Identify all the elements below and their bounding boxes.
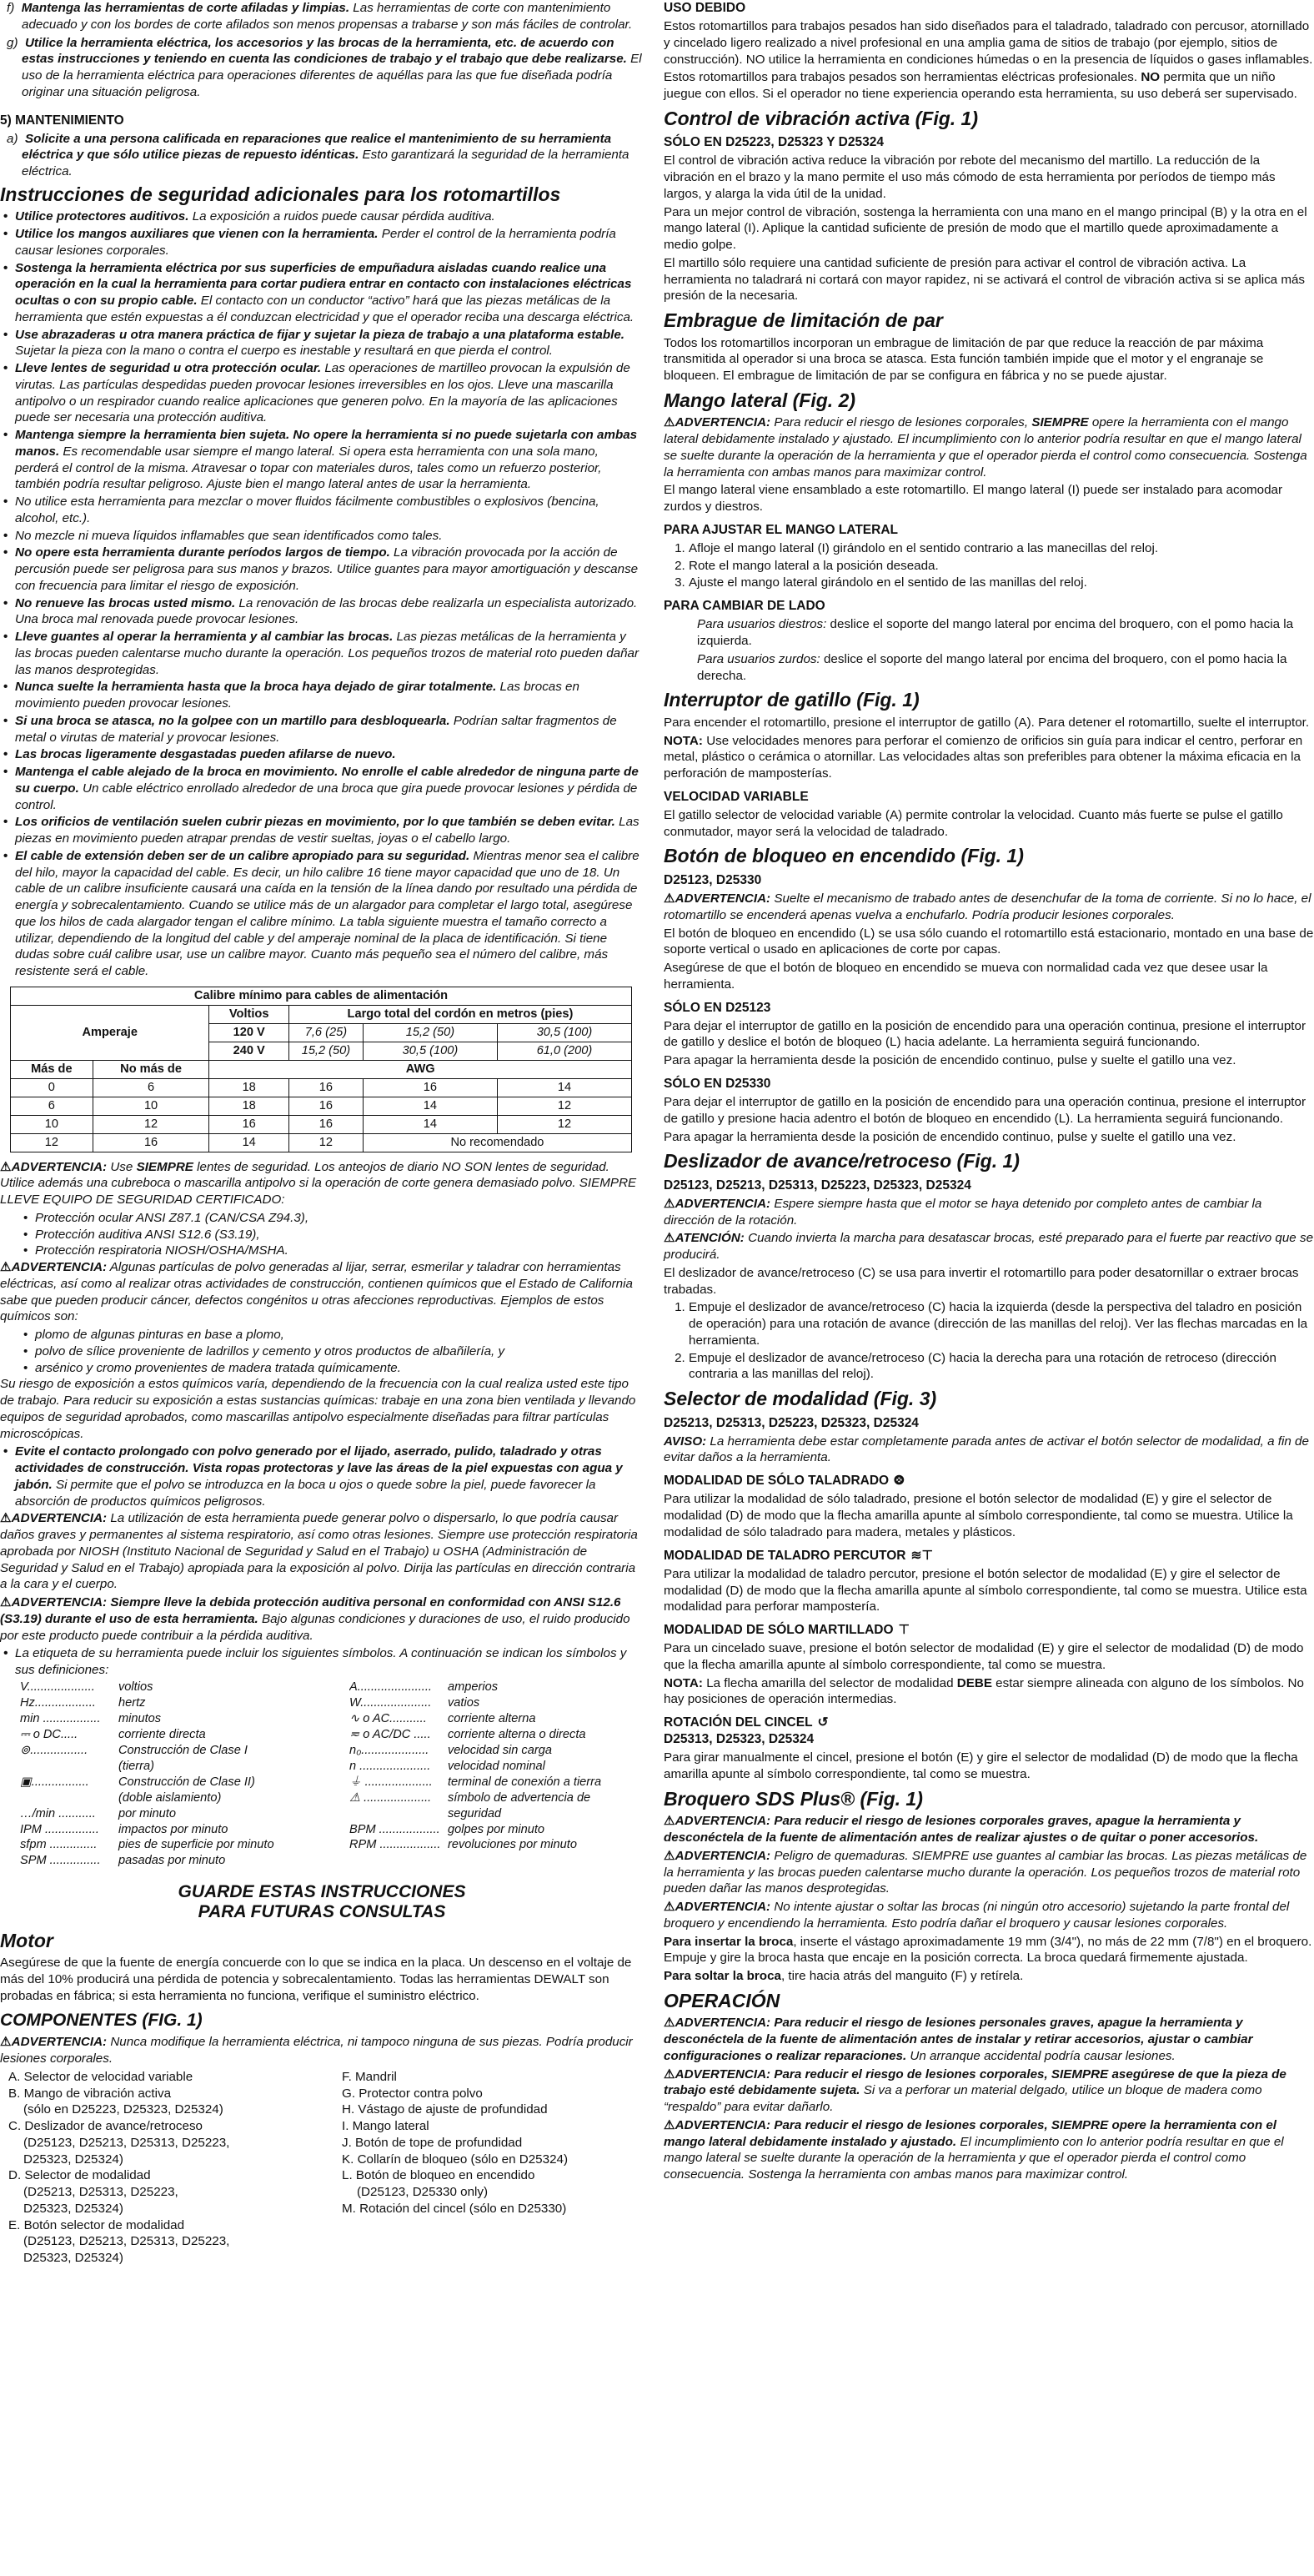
list-item: • Mantenga el cable alejado de la broca en movimiento. No enrolle el cable alrededor de ninguna parte de su cuerpo. Un cable eléctrico enrollado alrededor de una broca que gira puede provocar lesiones y pérdida de control. [15,764,644,813]
maintenance-title: 5) MANTENIMIENTO [0,113,124,128]
list-item: 2. Rote el mango lateral a la posición deseada. [689,558,1314,575]
list-item: M. Rotación del cincel (sólo en D25330) [342,2201,567,2216]
warning-icon: ⚠ [0,1159,12,1174]
list-item: D25323, D25324) [23,2152,123,2167]
list-item: (D25123, D25213, D25313, D25223, [23,2234,230,2249]
warning-hearing: ⚠ADVERTENCIA: Siempre lleve la debida protección auditiva personal en conformidad con ANSI S12.6 (S3.19) durante el uso de esta herramienta. Bajo algunas condiciones y duraciones de uso, el ruido producido por este producto puede contribuir a la pérdida auditiva. [0,1595,630,1643]
clutch-title: Embrague de limitación de par [664,309,943,332]
list-item: • Utilice los mangos auxiliares que vienen con la herramienta. Perder el control de la herramienta podría causar lesiones corporales. [15,226,644,259]
list-item: • Nunca suelte la herramienta hasta que la broca haya dejado de girar totalmente. Las brocas en movimiento pueden provocar lesiones. [15,679,644,712]
list-item: L. Botón de bloqueo en encendido [342,2168,535,2183]
list-item: D. Selector de modalidad [8,2168,151,2183]
list-item: 3. Ajuste el mango lateral girándolo en el sentido de las manillas del reloj. [689,575,1314,591]
item-g: g) Utilice la herramienta eléctrica, los accesorios y las brocas de la herramienta, etc. de acuerdo con estas instrucciones y teniendo en cuenta las condiciones de trabajo y el trabajo que debe realizarse. El uso de la herramienta eléctrica para operaciones diferentes de aquéllas para las que fue diseñada podría originar una situación peligrosa. [7,35,642,99]
list-item: • Si una broca se atasca, no la golpee con un martillo para desbloquearla. Podrían saltar fragmentos de metal o virutas de material y provocar lesiones. [15,713,644,746]
chemicals-list [0,1327,644,1376]
maintenance-item: a) Solicite a una persona calificada en reparaciones que realice el mantenimiento de su herramienta eléctrica y que sólo utilice piezas de repuesto idénticas. Esto garantizará la seguridad de la herramienta eléctrica. [7,131,629,179]
sds-warning-2: ⚠ADVERTENCIA: Peligro de quemaduras. SIEMPRE use guantes al cambiar las brocas. Las piezas metálicas de la herramienta y las brocas pueden calentarse mucho durante la operación. Los pequeños trozos de material roto pueden dañar las manos desprotegidas. [664,1848,1307,1896]
mode-drill-title: MODALIDAD DE SÓLO TALADRADO ⨷ [664,1473,1314,1489]
adjust-steps [664,540,1314,591]
warning-respiratory: ⚠ADVERTENCIA: La utilización de esta herramienta puede generar polvo o dispersarlo, lo que podría causar daños graves y permanentes al sistema respiratorio, así como otras lesiones. Siempre use protección respiratoria aprobada por NIOSH (Instituto Nacional de Seguridad y Salud en el Trabajo) u OSHA (Administración de Seguridad y Salud en el Trabajo) apropiada para la exposición al polvo. Dirija las partículas en dirección contraria a la cara y el cuerpo. [0,1511,638,1592]
warning-icon: ⚠ [0,1595,12,1610]
table-amperaje: Amperaje [11,1005,209,1060]
table-voltios: Voltios [209,1005,288,1023]
list-item: • Protección respiratoria NIOSH/OSHA/MSHA. [35,1243,644,1259]
list-item: A. Selector de velocidad variable [8,2069,193,2084]
operation-warning-3: ⚠ADVERTENCIA: Para reducir el riesgo de lesiones corporales, SIEMPRE opere la herramienta con el mango lateral debidamente instalado y ajustado. El incumplimiento con lo anterior podría resultar en que el mango lateral se suelte durante la operación de la herramienta y que el operador pierda el control como consecuencia. Sostenga la herramienta con ambas manos para maximizar control. [664,2117,1284,2182]
safety-bullets [0,208,644,980]
list-item: • Las brocas ligeramente desgastadas pueden afilarse de nuevo. [15,746,644,763]
lock-on-warning: ⚠ADVERTENCIA: Suelte el mecanismo de trabado antes de desenchufar de la toma de corriente. Si no lo hace, el rotomartillo se encenderá apenas vuelva a enchufarlo. Podría producir lesiones corporales. [664,891,1311,922]
list-item: D25323, D25324) [23,2251,123,2266]
list-item: • No renueve las brocas usted mismo. La renovación de las brocas debe realizarla un especialista autorizado. Una broca mal renovada puede provocar lesiones. [15,595,644,629]
list-item: • La etiqueta de su herramienta puede incluir los siguientes símbolos. A continuación se indican los símbolos y sus definiciones: [15,1645,644,1679]
list-item: • Lleve lentes de seguridad u otra protección ocular. Las operaciones de martilleo provocan la expulsión de virutas. Las partículas despedidas pueden provocar lesiones irreversibles en los ojos. Lleve una mascarilla antipolvo o un respirador cuando realice aplicaciones que generen polvo. En la mayoría de las aplicaciones puede ser necesaria una protección auditiva. [15,360,644,426]
warning-icon: ⚠ [664,1814,675,1829]
list-item: E. Botón selector de modalidad [8,2217,185,2232]
list-item: H. Vástago de ajuste de profundidad [342,2102,548,2117]
lock-on-title: Botón de bloqueo en encendido (Fig. 1) [664,845,1024,867]
components-title: COMPONENTES (FIG. 1) [0,2011,203,2031]
label-bullet [0,1645,644,1679]
forward-warning: ⚠ADVERTENCIA: Espere siempre hasta que el motor se haya detenido por completo antes de cambiar la dirección de la rotación. [664,1196,1262,1228]
table-row: 12 16 14 12 No recomendado [11,1133,632,1152]
drill-bit-icon: ⨷ [894,1474,905,1489]
list-item: (sólo en D25223, D25323, D25324) [23,2102,223,2117]
list-item: • No utilice esta herramienta para mezclar o mover fluidos fácilmente combustibles o explosivos (bencina, alcohol, etc.). [15,494,644,527]
list-item: • Use abrazaderas u otra manera práctica de fijar y sujetar la pieza de trabajo a una plataforma estable. Sujetar la pieza con la mano o contra el cuerpo es inestable y resultará en que pierda el control. [15,327,644,360]
hammer-drill-icon: ≋⊤ [910,1548,933,1563]
list-item: (D25213, D25313, D25223, [23,2185,178,2200]
list-item: • polvo de sílice proveniente de ladrillos y cemento y otros productos de albañilería, y [35,1343,644,1360]
table-row: 6 10 18 16 14 12 [11,1097,632,1115]
list-item: K. Collarín de bloqueo (sólo en D25324) [342,2152,569,2167]
mode-notice: AVISO: La herramienta debe estar completamente parada antes de activar el botón selector de modalidad, a fin de evitar daños a la herramienta. [664,1434,1309,1465]
list-item: G. Protector contra polvo [342,2086,483,2101]
warning-icon: ⚠ [664,1231,675,1246]
list-item: • arsénico y cromo provenientes de madera tratada químicamente. [35,1360,644,1377]
list-item: • Protección ocular ANSI Z87.1 (CAN/CSA Z94.3), [35,1210,644,1227]
warning-glasses: ⚠ADVERTENCIA: Use SIEMPRE lentes de seguridad. Los anteojos de diario NO SON lentes de seguridad. Utilice además una cubreboca o mascarilla antipolvo si la operación de corte genera demasiado polvo. SIEMPRE LLEVE EQUIPO DE SEGURIDAD CERTIFICADO: [0,1159,637,1208]
risk-text: Su riesgo de exposición a estos químicos varía, dependiendo de la frecuencia con la cual realiza usted este tipo de trabajo. Para reducir su exposición a estas sustancias químicas: trabaje en una zona bien ventilada y llevando equipos de seguridad aprobados, como mascarillas antipolvo especialmente diseñadas para filtrar partículas microscópicas. [0,1377,636,1441]
adjust-title: PARA AJUSTAR EL MANGO LATERAL [664,522,899,537]
list-item: • No opere esta herramienta durante períodos largos de tiempo. La vibración provocada por la acción de percusión puede ser peligrosa para sus manos y brazos. Utilice guantes para mayor amortiguación y descanse con frecuencia para limitar el riesgo de exposición. [15,545,644,594]
side-handle-warning: ⚠ADVERTENCIA: Para reducir el riesgo de lesiones corporales, SIEMPRE opere la herramienta con el mango lateral debidamente instalado y ajustado. El incumplimiento con lo anterior podría resultar en que el mango lateral se suelte durante la operación de la herramienta y que el operador pierda el control como consecuencia. Sostenga la herramienta con ambas manos para maximizar control. [664,415,1307,480]
item-f: f) Mantenga las herramientas de corte afiladas y limpias. Las herramientas de corte con mantenimiento adecuado y con los bordes de corte afilados son menos propensas a trabarse y son más fáciles de controlar. [7,1,633,32]
vibration-title: Control de vibración activa (Fig. 1) [664,107,979,129]
list-item: • Mantenga siempre la herramienta bien sujeta. No opere la herramienta si no puede sujetarla con ambas manos. Es recomendable usar siempre el mango lateral. Si opera esta herramienta con una sola mano, perderá el control de la misma. Atravesar o topar con materiales duros, tales como un refuerzo posterior, también podría resultar peligroso. Ajuste bien el mango lateral antes de usar la herramienta. [15,427,644,493]
list-item: (D25123, D25330 only) [357,2185,489,2200]
table-row: 10 12 16 16 14 12 [11,1115,632,1133]
list-item: B. Mango de vibración activa [8,2086,172,2101]
sds-warning-3: ⚠ADVERTENCIA: No intente ajustar o soltar las brocas (ni ningún otro accesorio) sujetando la parte frontal del broquero y encendiendo la herramienta. Esto podría dañar el broquero y causar lesiones corporales. [664,1900,1290,1931]
warning-glasses-list [0,1210,644,1259]
list-item: • Los orificios de ventilación suelen cubrir piezas en movimiento, por lo que también se deben evitar. Las piezas en movimiento pueden atrapar prendas de vestir sueltas, joyas o el cabello largo. [15,814,644,847]
operation-warning-2: ⚠ADVERTENCIA: Para reducir el riesgo de lesiones corporales, SIEMPRE asegúrese de que la pieza de trabajo esté debidamente sujeta. Si va a perforar un material delgado, utilice un bloque de madera como “respaldo” para evitar dañarlo. [664,2066,1286,2115]
symbol-definitions [0,1680,644,1870]
operation-title: OPERACIÓN [664,1989,780,2011]
warning-icon: ⚠ [0,1260,12,1275]
uso-title: USO DEBIDO [664,1,746,15]
components-warning: ⚠ADVERTENCIA: Nunca modifique la herramienta eléctrica, ni tampoco ninguna de sus piezas. Podría producir lesiones corporales. [0,2035,633,2066]
table-row: 0 6 18 16 16 14 [11,1078,632,1097]
warning-icon: ⚠ [664,2066,675,2081]
chisel-rotation-title: ROTACIÓN DEL CINCEL ↺ [664,1715,1314,1731]
list-item: I. Mango lateral [342,2119,429,2134]
warning-icon: ⚠ [0,1511,12,1526]
table-240v: 240 V [209,1042,288,1060]
mode-hammer-drill-title: MODALIDAD DE TALADRO PERCUTOR ≋⊤ [664,1548,1314,1564]
table-120v: 120 V [209,1023,288,1042]
variable-speed-title: VELOCIDAD VARIABLE [664,789,809,804]
table-largo: Largo total del cordón en metros (pies) [288,1005,631,1023]
vibration-models: SÓLO EN D25223, D25323 Y D25324 [664,135,884,150]
hammer-icon: ⊤ [898,1623,910,1637]
uso-p2: Estos rotomartillos para trabajos pesados son herramientas eléctricas profesionales. NO permita que un niño juegue con ellos. Si el operador no tiene experiencia operando esta herramienta, su uso deberá ser supervisado. [664,70,1297,102]
list-item: D25323, D25324) [23,2201,123,2216]
change-title: PARA CAMBIAR DE LADO [664,599,825,614]
list-item: 1. Afloje el mango lateral (I) girándolo en el sentido contrario a las manecillas del reloj. [689,540,1314,557]
mode-selector-title: Selector de modalidad (Fig. 3) [664,1388,937,1410]
list-item: (D25123, D25213, D25313, D25223, [23,2135,230,2150]
sds-warning-1: ⚠ADVERTENCIA: Para reducir el riesgo de lesiones corporales graves, apague la herramienta y desconéctela de la fuente de alimentación antes de realizar ajustes o de quitar o poner accesorios. [664,1814,1259,1845]
list-item: 2. Empuje el deslizador de avance/retroceso (C) hacia la derecha para una rotación de retroceso (dirección contraria a las manillas del reloj). [689,1350,1314,1383]
side-handle-title: Mango lateral (Fig. 2) [664,389,856,411]
trigger-title: Interruptor de gatillo (Fig. 1) [664,689,920,711]
symbols-left: V.................... voltios Hz.................. hertz min ................. minutos ⎓ o DC..... corriente directa ⊚................. Construcción de Clase I (tierra) ▣................. Construcción de Clase II) (doble aislamiento) …/min ........... por minuto IPM ................ impactos por minuto sfpm .............. pies de superficie por minuto SPM ............... pasadas por minuto [20,1680,274,1868]
safety-title: Instrucciones de seguridad adicionales para los rotomartillos [0,183,561,205]
forward-steps [664,1299,1314,1383]
list-item: C. Deslizador de avance/retroceso [8,2119,203,2134]
list-item: • El cable de extensión deben ser de un calibre apropiado para su seguridad. Mientras menor sea el calibre del hilo, mayor la capacidad del cable. Es decir, un hilo calibre 16 tiene mayor capacidad que uno de 18. Un cable de un calibre insuficiente causará una caída en la tensión de la línea dando por resultado una pérdida de energía y sobrecalentamiento. Cuando se utilice más de un alargador para completar el largo total, asegúrese que los hilos de cada alargador tengan el calibre mínimo. La tabla siguiente muestra el tamaño correcto a utilizar, dependiendo de la longitud del cable y del amperaje nominal de la placa de identificación. Si tiene dudas sobre cuál calibre usar, use un calibre mayor. Cuanto más pequeño sea el número del calibre, más resistente será el cable. [15,848,644,980]
table-title: Calibre mínimo para cables de alimentación [11,987,632,1005]
warning-icon: ⚠ [0,2035,12,2050]
list-item: F. Mandril [342,2069,397,2084]
mode-hammer-title: MODALIDAD DE SÓLO MARTILLADO ⊤ [664,1622,1314,1639]
symbols-right: A...................... amperios W..................... vatios ∿ o AC........... corriente alterna ≂ o AC/DC ..... corriente alterna o directa n₀.................... velocidad sin carga n ..................... velocidad nominal ⏚ .................... terminal de conexión a tierra ⚠ .................... símbolo de advertencia de seguridad BPM .................. golpes por minuto RPM .................. revoluciones por minuto [349,1680,602,1852]
motor-text: Asegúrese de que la fuente de energía concuerde con lo que se indica en la placa. Un descenso en el voltaje de más del 10% producirá una pérdida de potencia y sobrecalentamiento. Todas las herramientas DEWALT son probadas en fábrica; si esta herramienta no funciona, verifique el suministro eléctrico. [0,1956,632,2003]
warning-icon: ⚠ [664,2016,675,2031]
warning-dust-chemicals: ⚠ADVERTENCIA: Algunas partículas de polvo generadas al lijar, serrar, esmerilar y taladrar con herramientas eléctricas, así como al realizar otras actividades de construcción, contienen químicos que el Estado de California sabe que pueden producir cáncer, defectos congénitos u otras afecciones reproductivas. Ejemplos de estos químicos son: [0,1260,633,1324]
components-list [0,2069,644,2267]
warning-icon: ⚠ [664,2117,675,2132]
forward-reverse-title: Deslizador de avance/retroceso (Fig. 1) [664,1150,1020,1173]
warning-icon: ⚠ [664,1900,675,1915]
uso-p1: Estos rotomartillos para trabajos pesados han sido diseñados para el taladrado, taladrado con percusor, atornillado y cincelado ligero realizado a nivel profesional en una amplia gama de sitios de trabajo (por ejemplo, sitios de construcción). NO utilice la herramienta en condiciones húmedas o en la presencia de líquidos o gases inflamables. [664,19,1313,67]
list-item: • plomo de algunas pinturas en base a plomo, [35,1327,644,1343]
list-item: • Utilice protectores auditivos. La exposición a ruidos puede causar pérdida auditiva. [15,208,644,225]
avoid-contact-bullet [0,1444,644,1509]
list-item: • Evite el contacto prolongado con polvo generado por el lijado, aserrado, pulido, taladrado y otras actividades de construcción. Vista ropas protectoras y lave las áreas de la piel expuestas con agua y jabón. Si permite que el polvo se introduzca en la boca u ojos o quede sobre la piel, puede favorecer la absorción de productos químicos peligrosos. [15,1444,644,1509]
sds-title: Broquero SDS Plus® (Fig. 1) [664,1787,923,1810]
extension-cord-table: Calibre mínimo para cables de alimentación Amperaje Voltios Largo total del cordón en metros (pies) 120 V 7,6 (25) 15,2 (50) 30,5 (100) 240 V 15,2 (50) 30,5 (100) 61,0 (200) Más de No más de AWG 0 6 18 16 16 14 6 10 18 16 14 12 10 12 16 16 14 12 12 16 14 12 No recomendado [10,987,632,1152]
list-item: • No mezcle ni mueva líquidos inflamables que sean identificados como tales. [15,528,644,545]
warning-icon: ⚠ [664,415,675,430]
warning-icon: ⚠ [664,891,675,906]
left-column [0,0,644,2267]
warning-icon: ⚠ [664,1196,675,1211]
list-item: • Protección auditiva ANSI S12.6 (S3.19), [35,1227,644,1243]
rotation-icon: ↺ [817,1715,829,1730]
list-item: • Sostenga la herramienta eléctrica por sus superficies de empuñadura aisladas cuando realice una operación en la cual la herramienta para cortar pudiera entrar en contacto con instalaciones eléctricas ocultas o con su propio cable. El contacto con un conductor “activo” hará que las piezas metálicas de la herramienta que estén expuestas a él conduzcan electricidad y que el operador reciba una descarga eléctrica. [15,260,644,326]
operation-warning-1: ⚠ADVERTENCIA: Para reducir el riesgo de lesiones personales graves, apague la herramienta y desconéctela de la fuente de alimentación antes de instalar y retirar accesorios, ajustar o cambiar configuraciones o realizar reparaciones. Un arranque accidental podría causar lesiones. [664,2016,1253,2063]
warning-icon: ⚠ [664,1848,675,1863]
list-item: • Lleve guantes al operar la herramienta y al cambiar las brocas. Las piezas metálicas de la herramienta y las brocas pueden calentarse mucho durante la operación. Los pequeños trozos de material roto pueden dañar las manos desprotegidas. [15,629,644,678]
keep-instructions: GUARDE ESTAS INSTRUCCIONES PARA FUTURAS CONSULTAS [178,1882,466,1921]
forward-attention: ⚠ATENCIÓN: Cuando invierta la marcha para desatascar brocas, esté preparado para el fuerte par reactivo que se producirá. [664,1231,1314,1263]
motor-title: Motor [0,1929,53,1951]
right-column: USO DEBIDO Estos rotomartillos para trabajos pesados han sido diseñados para el taladrado, taladrado con percusor, atornillado y cincelado ligero realizado a nivel profesional en una amplia gama de sitios de trabajo (por ejemplo, sitios de construcción). NO utilice la herramienta en condiciones húmedas o en la presencia de líquidos o gases inflamables. Estos rotomartillos para trabajos pesados son herramientas eléctricas profesionales. NO permita que un niño juegue con ellos. Si el operador no tiene experiencia operando esta herramienta, su uso deberá ser supervisado. Control de vibración activa (Fig. 1) SÓLO EN D25223, D25323 Y D25324 El control de vibración activa reduce la vibración por rebote del mecanismo del martillo. La reducción de la vibración en el brazo y la mano permite el uso más cómodo de esta herramienta por períodos de tiempo más largos, y alarga la vida útil de la unidad. Para un mejor control de vibración, sostenga la herramienta con una mano en el mango principal (B) y la otra en el mango lateral (I). Aplique la cantidad suficiente de presión de modo que el martillo quede aproximadamente a medio golpe. El martillo sólo requiere una cantidad suficiente de presión para activar el control de vibración activa. La herramienta no taladrará ni cortará con mayor rapidez, ni se activará el control de vibración activa si se aplica más presión de la necesaria. Embrague de limitación de par Todos los rotomartillos incorporan un embrague de limitación de par que reduce la reacción de par máxima transmitida al operador si una broca se atasca. Esta función también impide que el motor y el engranaje se bloqueen. El embrague de limitación de par se configura en fábrica y no se puede ajustar. Mango lateral (Fig. 2) ⚠ADVERTENCIA: Para reducir el riesgo de lesiones corporales, SIEMPRE opere la herramienta con el mango lateral debidamente instalado y ajustado. El incumplimiento con lo anterior podría resultar en que el mango lateral se suelte durante la operación de la herramienta y que el operador pierda el control como consecuencia. Sostenga la herramienta con ambas manos para maximizar control. El mango lateral viene ensamblado a este rotomartillo. El mango lateral (I) puede ser instalado para acomodar zurdos y diestros. PARA AJUSTAR EL MANGO LATERAL 1. Afloje el mango lateral (I) girándolo en el sentido contrario a las manecillas del reloj. 2. Rote el mango lateral a la posición deseada. 3. Ajuste el mango lateral girándolo en el sentido de las manillas del reloj. PARA CAMBIAR DE LADO Para usuarios diestros: deslice el soporte del mango lateral por encima del broquero, con el pomo hacia la izquierda. Para usuarios zurdos: deslice el soporte del mango lateral por encima del broquero, con el pomo hacia la derecha. Interruptor de gatillo (Fig. 1) Para encender el rotomartillo, presione el interruptor de gatillo (A). Para detener el rotomartillo, suelte el interruptor. NOTA: Use velocidades menores para perforar el comienzo de orificios sin guía para indicar el centro, perforar en metal, plástico o cerámica o atornillar. Las velocidades altas son preferibles para obtener la máxima eficacia en la perforación de mamposterías. VELOCIDAD VARIABLE El gatillo selector de velocidad variable (A) permite controlar la velocidad. Cuanto más fuerte se pulse el gatillo conmutador, mayor será la velocidad de taladrado. Botón de bloqueo en encendido (Fig. 1) D25123, D25330 ⚠ADVERTENCIA: Suelte el mecanismo de trabado antes de desenchufar de la toma de corriente. Si no lo hace, el rotomartillo se encenderá apenas vuelva a enchufarlo. Podría producir lesiones corporales. El botón de bloqueo en encendido (L) se usa sólo cuando el rotomartillo está estacionario, montado en una base de soporte vertical o usado en aplicaciones de corte por capas. Asegúrese de que el botón de bloqueo en encendido se mueva con normalidad cada vez que desee usar la herramienta. SÓLO EN D25123 Para dejar el interruptor de gatillo en la posición de encendido para una operación continua, presione el interruptor de gatillo y deslice el botón de bloqueo (L) hacia adelante. La herramienta seguirá funcionando. Para apagar la herramienta desde la posición de encendido continuo, pulse y suelte el gatillo una vez. SÓLO EN D25330 Para dejar el interruptor de gatillo en la posición de encendido para una operación continua, presione el interruptor de gatillo y presione hacia adentro el botón de bloqueo en encendido (L). La herramienta seguirá funcionando. Para apagar la herramienta desde la posición de encendido continuo, pulse y suelte el gatillo una vez. Deslizador de avance/retroceso (Fig. 1) D25123, D25213, D25313, D25223, D25323, D25324 ⚠ADVERTENCIA: Espere siempre hasta que el motor se haya detenido por completo antes de cambiar la dirección de la rotación. ⚠ATENCIÓN: Cuando invierta la marcha para desatascar brocas, esté preparado para el fuerte par reactivo que se producirá. El deslizador de avance/retroceso (C) se usa para invertir el rotomartillo para poder desatornillar o extraer brocas trabadas. 1. Empuje el deslizador de avance/retroceso (C) hacia la izquierda (desde la perspectiva del taladro en posición de operación) para una rotación de avance (dirección de las manillas del reloj). Ver las flechas marcadas en la herramienta. 2. Empuje el deslizador de avance/retroceso (C) hacia la derecha para una rotación de retroceso (dirección contraria a las manillas del reloj). Selector de modalidad (Fig. 3) D25213, D25313, D25223, D25323, D25324 AVISO: La herramienta debe estar completamente parada antes de activar el botón selector de modalidad, a fin de evitar daños a la herramienta. MODALIDAD DE SÓLO TALADRADO ⨷ Para utilizar la modalidad de sólo taladrado, presione el botón selector de modalidad (E) y gire el selector de modalidad (D) de modo que la flecha amarilla apunte al símbolo correspondiente, tal como se muestra. Utilice la modalidad de sólo taladrado para madera, metales y plásticos. MODALIDAD DE TALADRO PERCUTOR ≋⊤ Para utilizar la modalidad de taladro percutor, presione el botón selector de modalidad (E) y gire el selector de modalidad (D) de modo que la flecha amarilla apunte al símbolo correspondiente, tal como se muestra. Utilice esta modalidad para perforar mampostería. MODALIDAD DE SÓLO MARTILLADO ⊤ Para un cincelado suave, presione el botón selector de modalidad (E) y gire el selector de modalidad (D) de modo que la flecha amarilla apunte al símbolo correspondiente, tal como se muestra. NOTA: La flecha amarilla del selector de modalidad DEBE estar siempre alineada con alguno de los símbolos. No hay posiciones de operación intermedias. ROTACIÓN DEL CINCEL ↺ D25313, D25323, D25324 Para girar manualmente el cincel, presione el botón (E) y gire el selector de modalidad (D) de modo que la flecha amarilla apunte al símbolo correspondiente, tal como se muestra. Broquero SDS Plus® (Fig. 1) ⚠ADVERTENCIA: Para reducir el riesgo de lesiones corporales graves, apague la herramienta y desconéctela de la fuente de alimentación antes de realizar ajustes o de quitar o poner accesorios. ⚠ADVERTENCIA: Peligro de quemaduras. SIEMPRE use guantes al cambiar las brocas. Las piezas metálicas de la herramienta y las brocas pueden calentarse mucho durante la operación. Los pequeños trozos de material roto pueden dañar las manos desprotegidas. ⚠ADVERTENCIA: No intente ajustar o soltar las brocas (ni ningún otro accesorio) sujetando la parte frontal del broquero y encendiendo la herramienta. Esto podría dañar el broquero y causar lesiones corporales. Para insertar la broca, inserte el vástago aproximadamente 19 mm (3/4"), no más de 22 mm (7/8") en el broquero. Empuje y gire la broca hasta que encaje en la posición correcta. La broca quedará firmemente ajustada. Para soltar la broca, tire hacia atrás del manguito (F) y retírela. OPERACIÓN ⚠ADVERTENCIA: Para reducir el riesgo de lesiones personales graves, apague la herramienta y desconéctela de la fuente de alimentación antes de instalar y retirar accesorios, ajustar o cambiar configuraciones o realizar reparaciones. Un arranque accidental podría causar lesiones. ⚠ADVERTENCIA: Para reducir el riesgo de lesiones corporales, SIEMPRE asegúrese de que la pieza de trabajo esté debidamente sujeta. Si va a perforar un material delgado, utilice un bloque de madera como “respaldo” para evitar dañarlo. ⚠ADVERTENCIA: Para reducir el riesgo de lesiones corporales, SIEMPRE opere la herramienta con el mango lateral debidamente instalado y ajustado. El incumplimiento con lo anterior podría resultar en que el mango lateral se suelte durante la operación de la herramienta y que el operador pierda el control como consecuencia. Sostenga la herramienta con ambas manos para maximizar control. [664,0,1314,2185]
list-item: J. Botón de tope de profundidad [342,2135,523,2150]
list-item: 1. Empuje el deslizador de avance/retroceso (C) hacia la izquierda (desde la perspectiva del taladro en posición de operación) para una rotación de avance (dirección de las manillas del reloj). Ver las flechas marcadas en la herramienta. [689,1299,1314,1348]
